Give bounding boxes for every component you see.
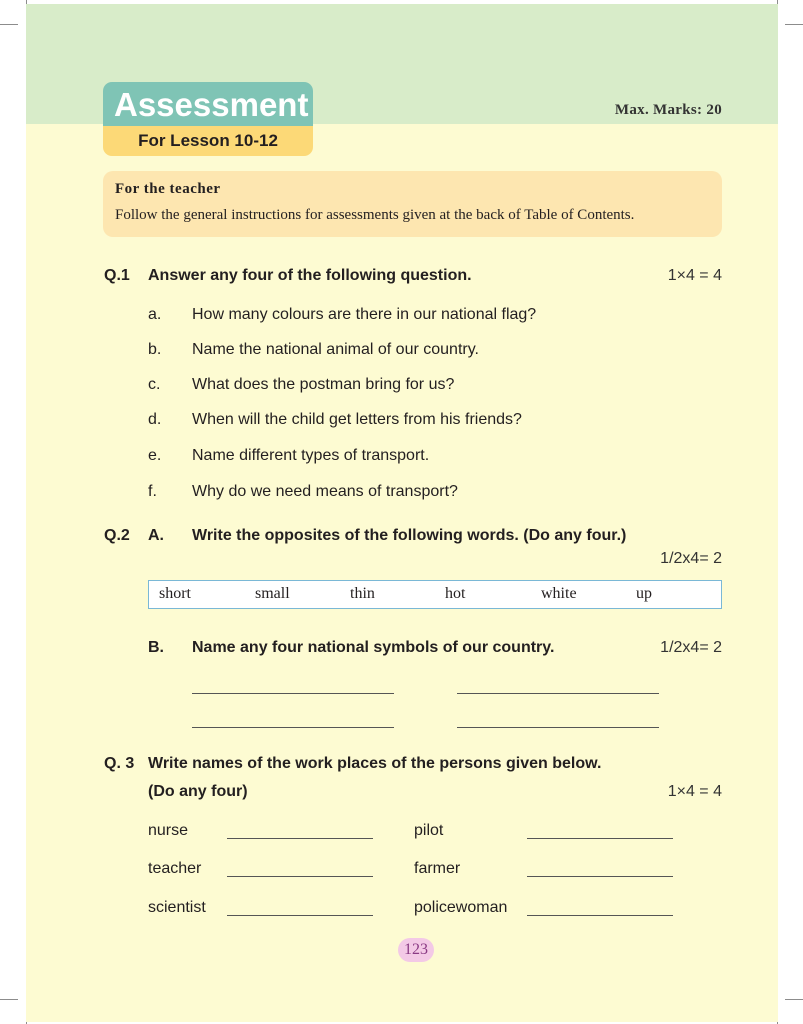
item-text: Name the national animal of our country. xyxy=(192,341,479,358)
word: up xyxy=(636,585,652,602)
item-letter: f. xyxy=(148,483,157,500)
assessment-title: Assessment xyxy=(103,82,313,126)
person-label: scientist xyxy=(148,899,206,916)
item-letter: a. xyxy=(148,306,162,323)
question-text: Write the opposites of the following words. (Do any four.) xyxy=(192,527,627,544)
answer-line[interactable] xyxy=(227,915,373,916)
part-letter: B. xyxy=(148,639,164,656)
answer-line[interactable] xyxy=(192,693,394,694)
worksheet-page xyxy=(26,4,778,1022)
answer-line[interactable] xyxy=(227,838,373,839)
word: small xyxy=(255,585,290,602)
item-text: Why do we need means of transport? xyxy=(192,483,458,500)
crop-mark xyxy=(785,999,803,1000)
max-marks: Max. Marks: 20 xyxy=(614,102,722,118)
question-number: Q.1 xyxy=(104,267,130,284)
question-marks: 1/2x4= 2 xyxy=(660,550,722,567)
page-number: 123 xyxy=(398,938,434,962)
person-label: policewoman xyxy=(414,899,508,916)
question-number: Q. 3 xyxy=(104,755,135,772)
lesson-range: For Lesson 10-12 xyxy=(103,126,313,156)
person-label: nurse xyxy=(148,822,189,839)
person-label: farmer xyxy=(414,860,461,877)
item-letter: d. xyxy=(148,411,162,428)
crop-mark xyxy=(0,999,18,1000)
answer-line[interactable] xyxy=(457,727,659,728)
part-letter: A. xyxy=(148,527,164,544)
answer-line[interactable] xyxy=(527,876,673,877)
question-text-continued: (Do any four) xyxy=(148,783,248,800)
item-text: When will the child get letters from his friends? xyxy=(192,411,522,428)
word: thin xyxy=(350,585,375,602)
crop-mark xyxy=(0,24,18,25)
answer-line[interactable] xyxy=(227,876,373,877)
question-number: Q.2 xyxy=(104,527,130,544)
item-text: What does the postman bring for us? xyxy=(192,376,455,393)
question-text: Write names of the work places of the persons given below. xyxy=(148,755,602,772)
teacher-note-text: Follow the general instructions for assessments given at the back of Table of Contents. xyxy=(115,207,635,223)
answer-line[interactable] xyxy=(527,838,673,839)
item-letter: c. xyxy=(148,376,161,393)
question-text: Answer any four of the following question. xyxy=(148,267,472,284)
word: short xyxy=(159,585,191,602)
item-letter: b. xyxy=(148,341,162,358)
answer-line[interactable] xyxy=(457,693,659,694)
answer-line[interactable] xyxy=(527,915,673,916)
crop-mark xyxy=(785,24,803,25)
question-marks: 1×4 = 4 xyxy=(667,783,722,800)
word: hot xyxy=(445,585,466,602)
answer-line[interactable] xyxy=(192,727,394,728)
question-text: Name any four national symbols of our country. xyxy=(192,639,555,656)
person-label: teacher xyxy=(148,860,202,877)
teacher-note xyxy=(103,171,722,237)
item-text: Name different types of transport. xyxy=(192,447,430,464)
item-text: How many colours are there in our national flag? xyxy=(192,306,537,323)
person-label: pilot xyxy=(414,822,444,839)
question-marks: 1×4 = 4 xyxy=(667,267,722,284)
question-marks: 1/2x4= 2 xyxy=(660,639,722,656)
word: white xyxy=(541,585,577,602)
word-box xyxy=(148,580,722,609)
teacher-note-title: For the teacher xyxy=(115,181,221,197)
assessment-banner xyxy=(103,82,313,156)
item-letter: e. xyxy=(148,447,162,464)
